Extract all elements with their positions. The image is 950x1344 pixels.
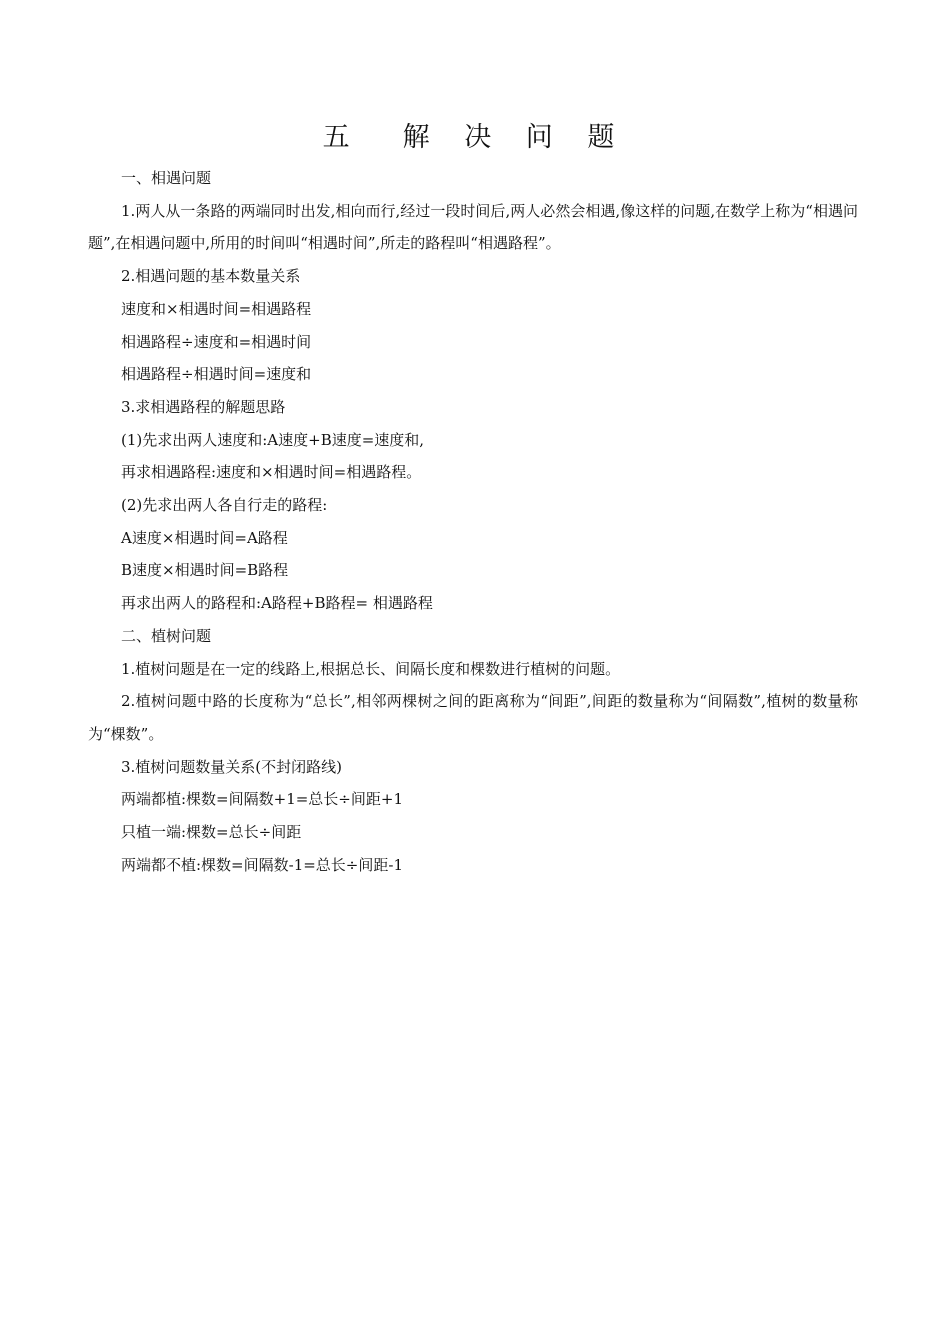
formula-line: 只植一端:棵数=总长÷间距 (121, 823, 302, 842)
section-heading-meeting: 一、相遇问题 (121, 169, 212, 187)
meeting-relations-heading: 2.相遇问题的基本数量关系 (121, 267, 301, 286)
formula-line: 相遇路程÷相遇时间=速度和 (121, 365, 312, 384)
formula-line: 两端都植:棵数=间隔数+1=总长÷间距+1 (121, 790, 403, 809)
meeting-definition: 1.两人从一条路的两端同时出发,相向而行,经过一段时间后,两人必然会相遇,像这样的问题,在数学上称为“相遇问题”,在相遇问题中,所用的时间叫“相遇时间”,所走的路程叫“相遇路程”。 (88, 201, 858, 253)
method-step: 再求相遇路程:速度和×相遇时间=相遇路程。 (121, 463, 422, 482)
page-title: 五 解 决 问 题 (322, 122, 628, 153)
section-heading-tree-planting: 二、植树问题 (121, 626, 212, 645)
formula-line: 速度和×相遇时间=相遇路程 (121, 299, 312, 318)
tree-planting-terms: 2.植树问题中路的长度称为“总长”,相邻两棵树之间的距离称为“间距”,间距的数量称为“间隔数”,植树的数量称为“棵数”。 (88, 692, 858, 743)
formula-line: 两端都不植:棵数=间隔数-1=总长÷间距-1 (121, 855, 403, 874)
formula-line: 相遇路程÷速度和=相遇时间 (121, 332, 312, 351)
method-step: A速度×相遇时间=A路程 (121, 528, 288, 547)
solution-approach-heading: 3.求相遇路程的解题思路 (121, 397, 286, 416)
method-step: (1)先求出两人速度和:A速度+B速度=速度和, (121, 430, 425, 449)
tree-relations-heading: 3.植树问题数量关系(不封闭路线) (121, 757, 343, 776)
method-step: (2)先求出两人各自行走的路程: (121, 496, 328, 515)
document-body (88, 162, 858, 881)
tree-planting-definition: 1.植树问题是在一定的线路上,根据总长、间隔长度和棵数进行植树的问题。 (121, 659, 621, 678)
method-step: 再求出两人的路程和:A路程+B路程= 相遇路程 (121, 594, 433, 613)
method-step: B速度×相遇时间=B路程 (121, 561, 289, 580)
